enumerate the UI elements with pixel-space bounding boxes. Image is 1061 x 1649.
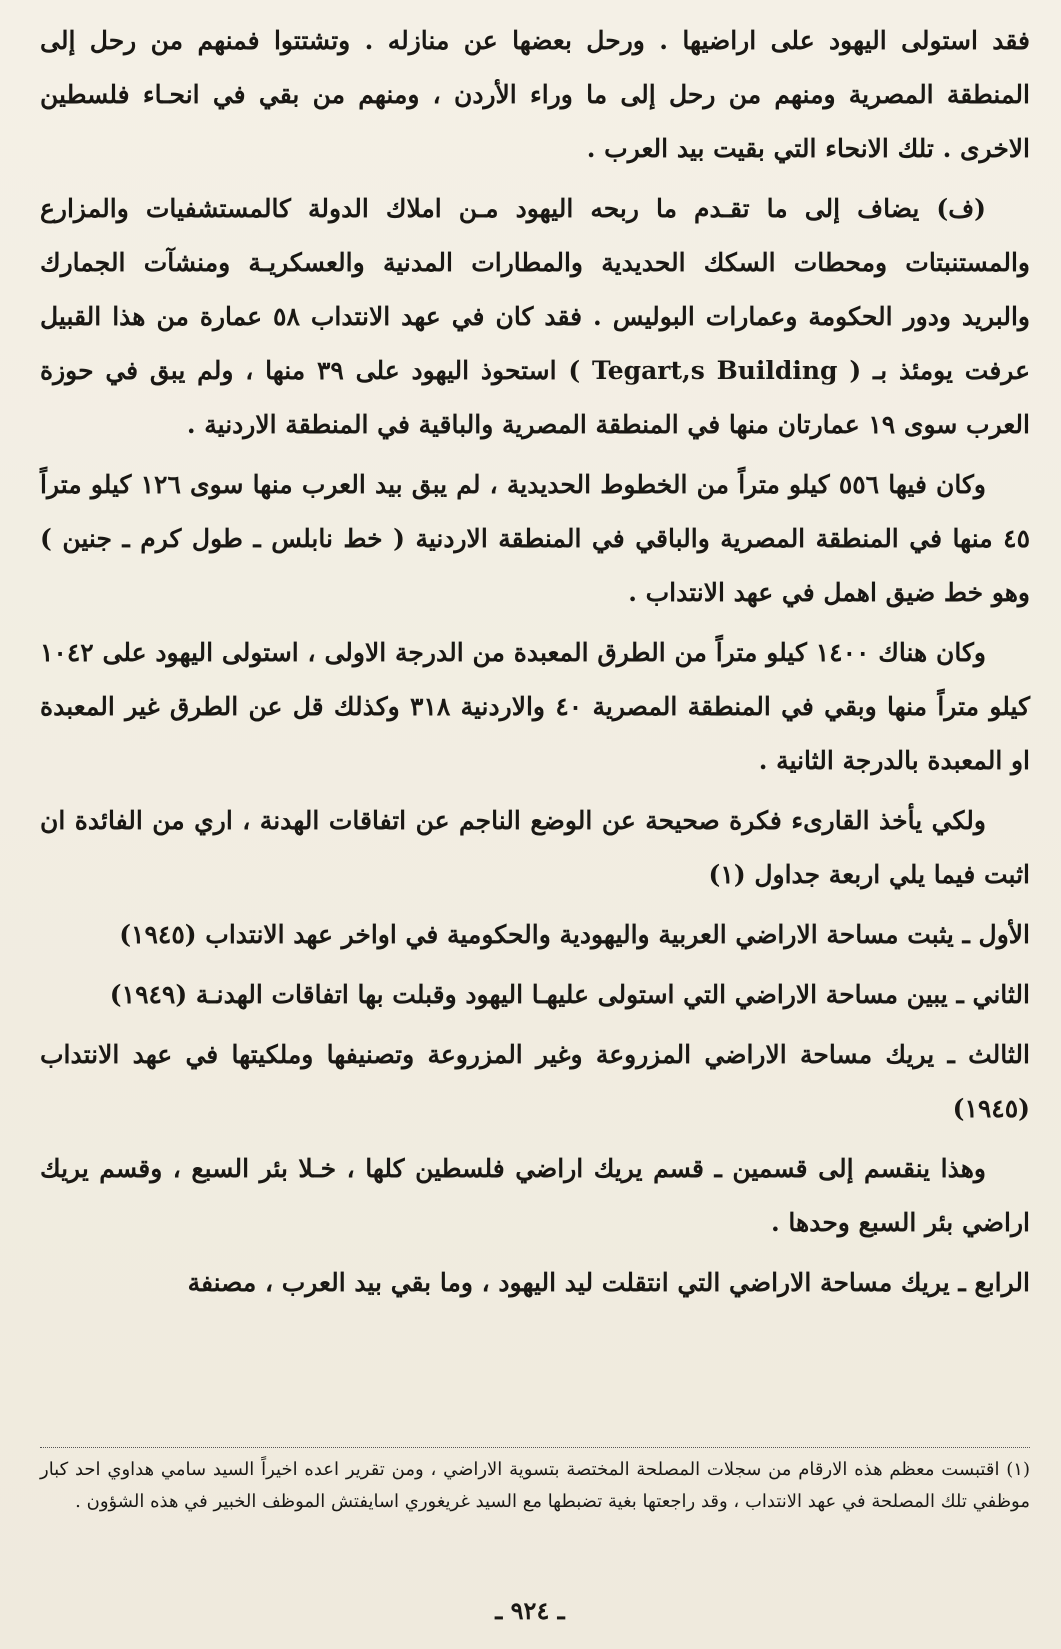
paragraph-5: ولكي يأخذ القارىء فكرة صحيحة عن الوضع الناجم عن اتفاقات الهدنة ، اري من الفائدة ان اثبت فيما يلي اربعة جداول (١): [40, 806, 1030, 889]
main-text: [40, 14, 1030, 1316]
paragraph-2: (ف) يضاف إلى ما تقـدم ما ربحه اليهود مـن املاك الدولة كالمستشفيات والمزارع والمستنبتات ومحطات السكك الحديدية والمطارات المدنية والعسكريـة ومنشآت الجمارك والبريد ودور الحكومة وعمارات البوليس . فقد كان في عهد الانتداب ٥٨ عمارة من هذا القبيل عرفت يومئذ بـ ( Tegart,s Building ) استحوذ اليهود على ٣٩ منها ، ولم يبق في حوزة العرب سوى ١٩ عمارتان منها في المنطقة المصرية والباقية في المنطقة الاردنية .: [40, 194, 1030, 439]
footnote: (١) اقتبست معظم هذه الارقام من سجلات المصلحة المختصة بتسوية الاراضي ، ومن تقرير اعده اخيراً السيد سامي هداوي احد كبار موظفي تلك المصلحة في عهد الانتداب ، وقد راجعتها بغية تضبطها مع السيد غريغوري اسايفتش الموظف الخبير في هذه الشؤون .: [40, 1459, 1030, 1512]
paragraph-6: الأول ـ يثبت مساحة الاراضي العربية واليهودية والحكومية في اواخر عهد الانتداب (١٩٤٥): [119, 920, 1030, 949]
paragraph-7: الثاني ـ يبين مساحة الاراضي التي استولى عليهـا اليهود وقبلت بها اتفاقات الهدنـة (١٩٤٩): [109, 980, 1030, 1009]
paragraph-9: وهذا ينقسم إلى قسمين ـ قسم يريك اراضي فلسطين كلها ، خـلا بئر السبع ، وقسم يريك اراضي بئر السبع وحدها .: [40, 1154, 1030, 1237]
footnote-separator: [40, 1447, 1030, 1448]
page-number: ـ ٩٢٤ ـ: [495, 1596, 565, 1625]
paragraph-4: وكان هناك ١٤٠٠ كيلو متراً من الطرق المعبدة من الدرجة الاولى ، استولى اليهود على ١٠٤٢ كيلو متراً منها وبقي في المنطقة المصرية ٤٠ والاردنية ٣١٨ وكذلك قل عن الطرق غير المعبدة او المعبدة بالدرجة الثانية .: [40, 638, 1031, 775]
paragraph-8: الثالث ـ يريك مساحة الاراضي المزروعة وغير المزروعة وتصنيفها وملكيتها في عهد الانتداب (١٩٤٥): [40, 1040, 1030, 1123]
paragraph-3: وكان فيها ٥٥٦ كيلو متراً من الخطوط الحديدية ، لم يبق بيد العرب منها سوى ١٢٦ كيلو متراً ٤٥ منها في المنطقة المصرية والباقي في المنطقة الاردنية ( خط نابلس ـ طول كرم ـ جنين ) وهو خط ضيق اهمل في عهد الانتداب .: [40, 470, 1030, 607]
paragraph-10: الرابع ـ يريك مساحة الاراضي التي انتقلت ليد اليهود ، وما بقي بيد العرب ، مصنفة: [187, 1268, 1030, 1297]
paragraph-1: فقد استولى اليهود على اراضيها . ورحل بعضها عن منازله . وتشتتوا فمنهم من رحل إلى المنطقة المصرية ومنهم من رحل إلى ما وراء الأردن ، ومنهم من بقي في انحـاء فلسطين الاخرى . تلك الانحاء التي بقيت بيد العرب .: [40, 26, 1030, 163]
